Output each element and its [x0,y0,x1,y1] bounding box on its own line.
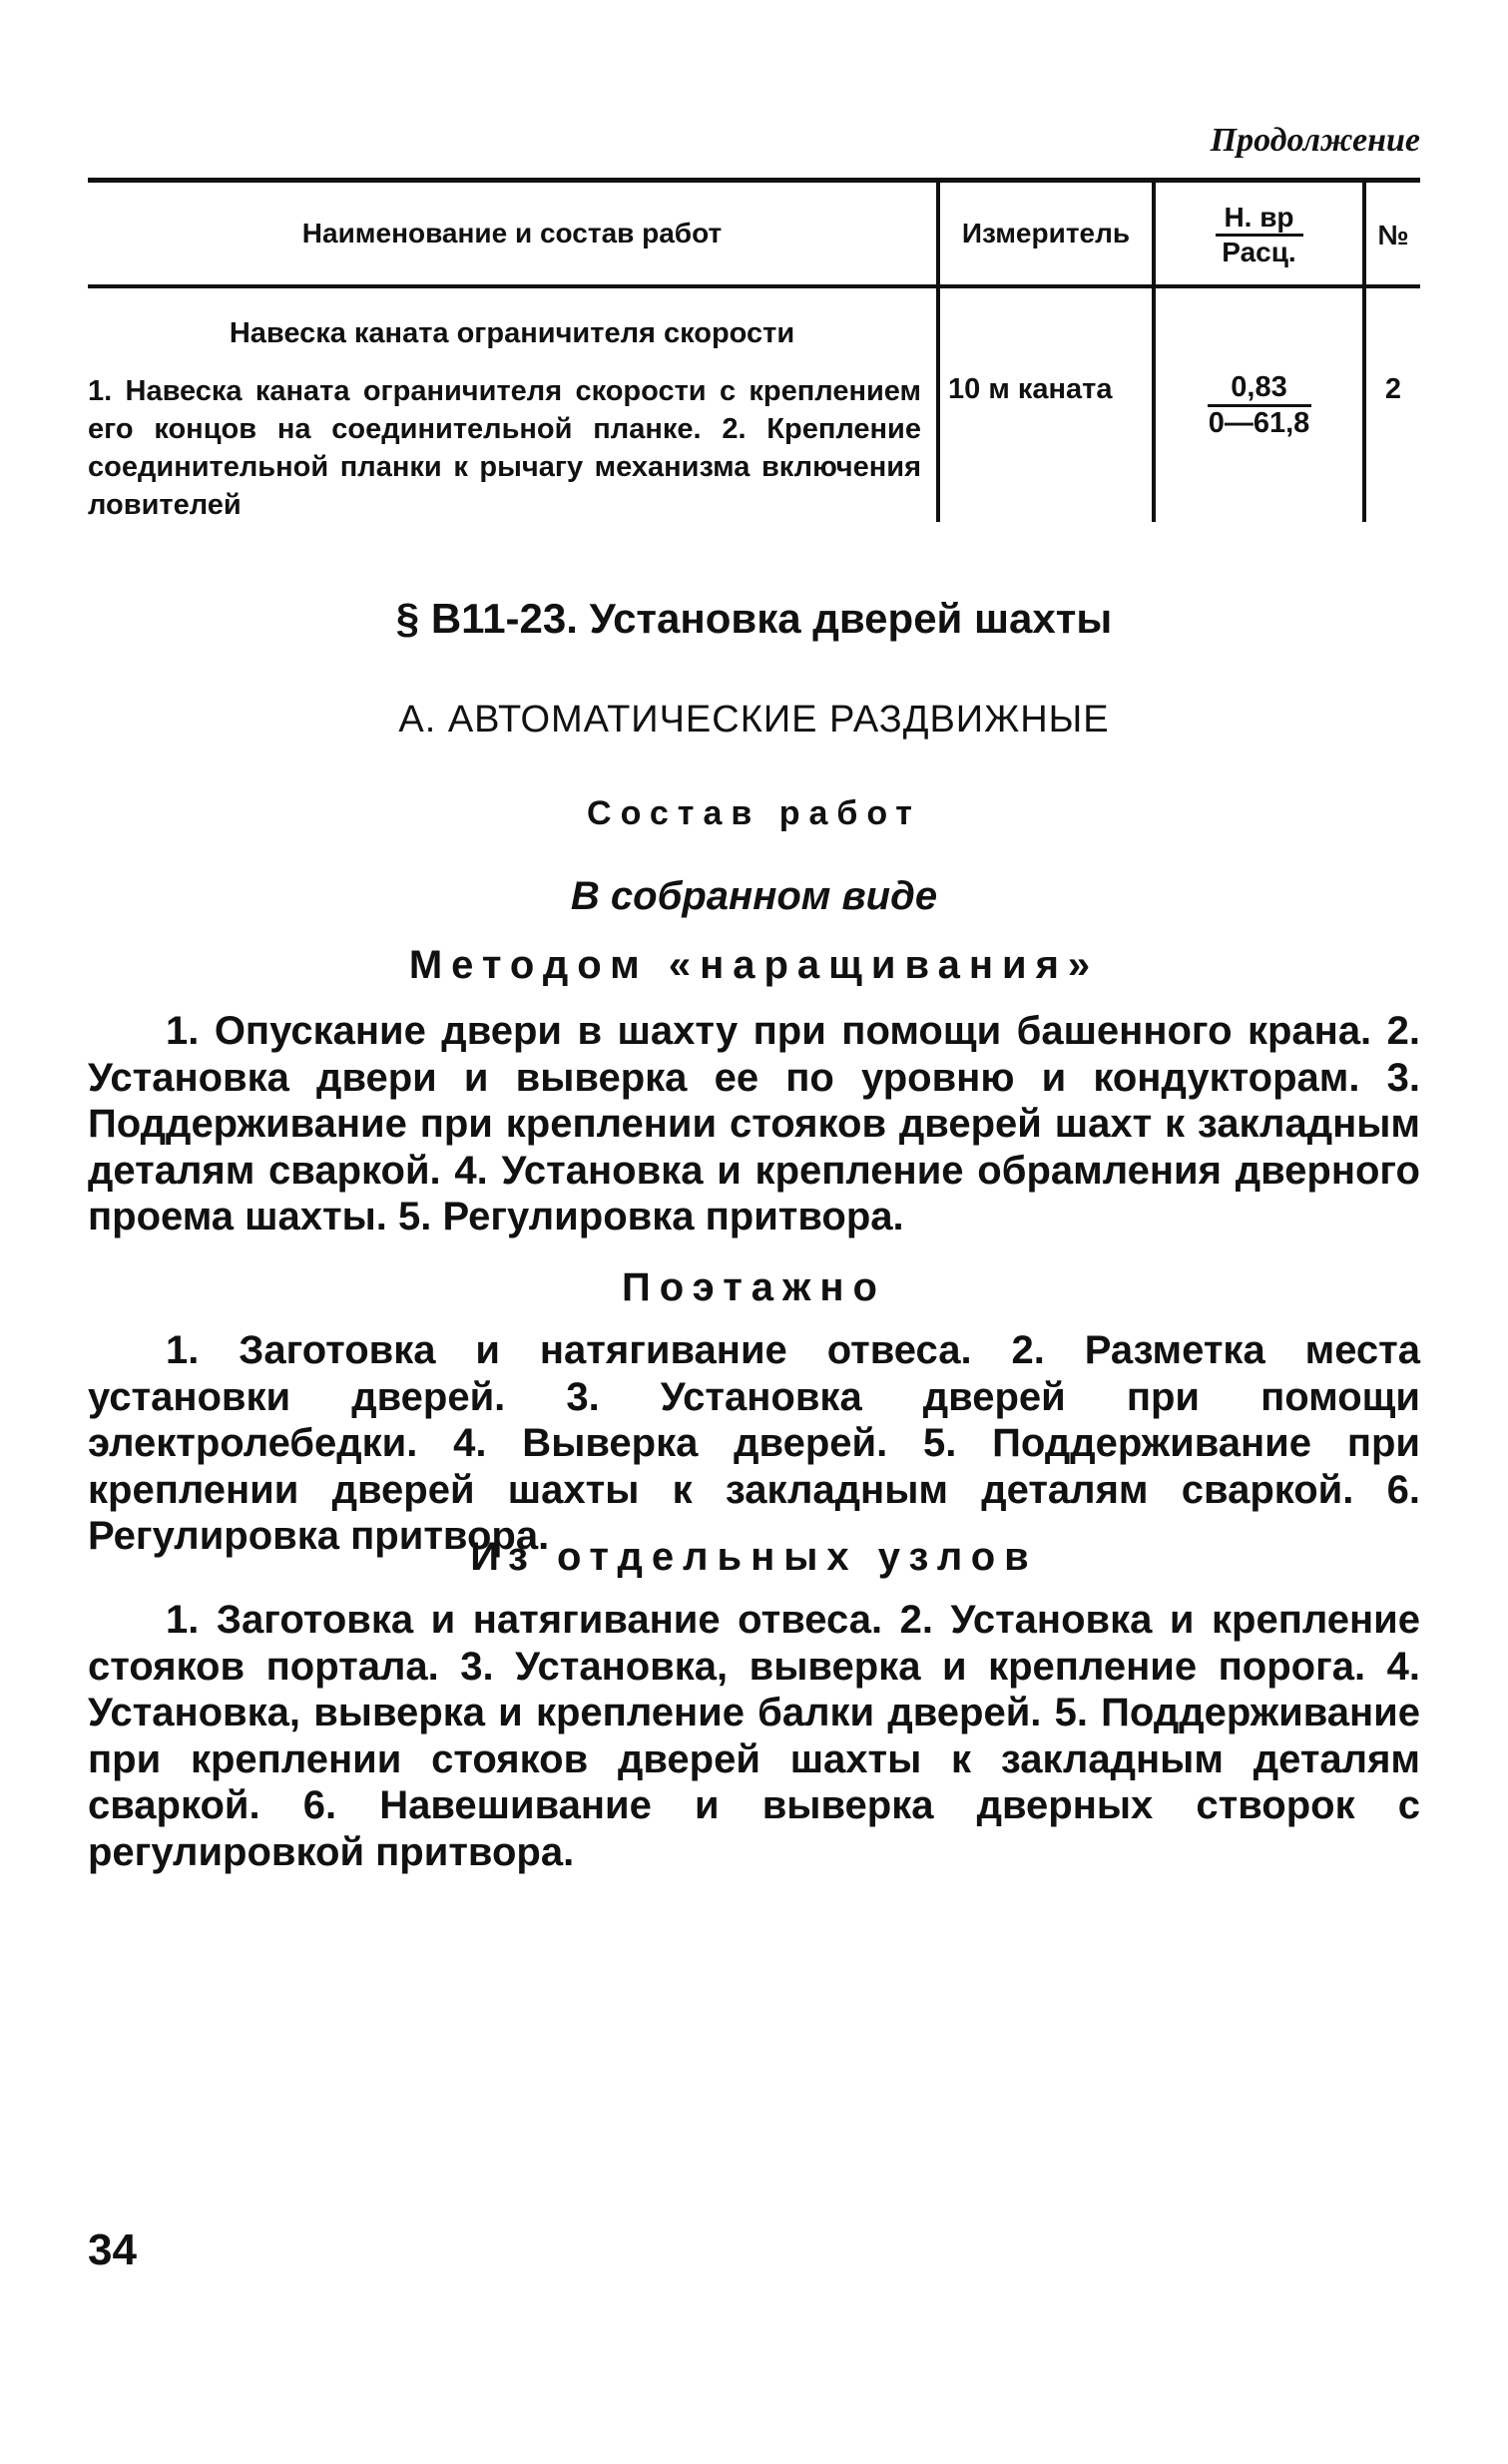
table-header-rule [88,284,1420,288]
method-text: 1. Заготовка и натягивание отвеса. 2. Разметка места установки дверей. 3. Установка дверей при помощи электролебедки. 4. Выверка дверей. 5. Поддерживание при креплении дверей шахты к закладным деталям сваркой. 6. Регулировка притвора. [88,1328,1420,1558]
row-description: 1. Навеска каната ограничителя скорости с креплением его концов на соединительной планке. 2. Крепление соединительной планки к рычагу механизма включения ловителей [88,375,921,521]
continuation-label: Продолжение [1210,122,1420,159]
row-number: 2 [1384,373,1402,405]
norms-table [88,178,1420,522]
composition-heading: Состав работ [587,794,921,832]
row-title: Навеска каната ограничителя скорости [229,317,795,349]
section-title: § В11-23. Установка дверей шахты [395,595,1113,642]
page-number: 34 [88,2225,137,2274]
row-norm-top: 0,83 [1208,371,1311,407]
method-text: 1. Опускание двери в шахту при помощи башенного крана. 2. Установка двери и выверка ее по уровню и кондукторам. 3. Поддерживание при креплении стояков дверей шахт к закладным деталям сваркой. 4. Установка и крепление обрамления дверного проема шахты. 5. Регулировка притвора. [88,1009,1420,1238]
header-number: № [1377,220,1409,250]
header-norm [1156,202,1362,268]
row-unit: 10 м каната [948,373,1113,405]
header-name: Наименование и состав работ [301,218,723,248]
table-top-rule [88,178,1420,183]
header-norm-bottom: Расц. [1222,237,1296,267]
method-text: 1. Заготовка и натягивание отвеса. 2. Установка и крепление стояков портала. 3. Установка, выверка и крепление порога. 4. Установка, выверка и крепление балки дверей. 5. Поддерживание при креплении стояков дверей шахты к закладным деталям сваркой. 6. Навешивание и выверка дверных створок с регулировкой притвора. [88,1598,1420,1874]
method-title: Из отдельных узлов [470,1535,1038,1579]
method-title: Поэтажно [621,1265,886,1309]
subsection-title: А. АВТОМАТИЧЕСКИЕ РАЗДВИЖНЫЕ [398,699,1110,740]
method-title: Методом «наращивания» [408,943,1100,987]
row-norm-bottom: 0—61,8 [1208,407,1310,439]
assembled-heading: В собранном виде [570,874,938,918]
row-norm [1156,371,1362,440]
header-norm-top: Н. вр [1216,202,1303,237]
header-unit: Измеритель [961,218,1131,248]
